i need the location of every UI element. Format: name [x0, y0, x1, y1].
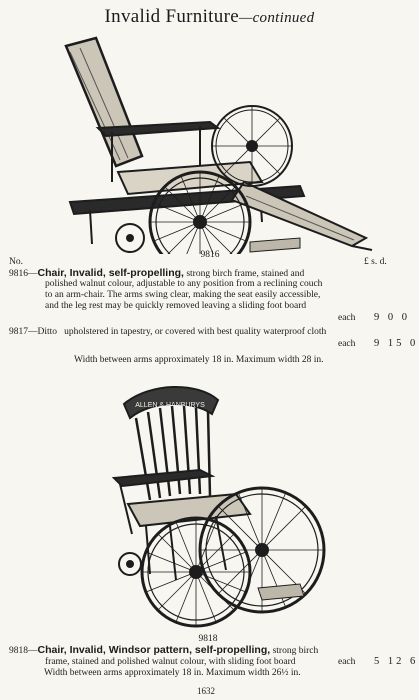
width-note-2: Width between arms approximately 18 in. Maximum width 26½ in.	[44, 668, 301, 678]
item-9816-line-1: 9816—Chair, Invalid, self-propelling, strong birch frame, stained and	[9, 267, 305, 279]
item-9816-desc-3: to an arm-chair. The arms swing clear, making the seat easily accessible,	[45, 290, 321, 300]
figure-2-caption: 9818	[198, 634, 218, 644]
item-9818-desc-1: strong birch	[272, 646, 319, 656]
title-suffix: —continued	[238, 10, 315, 26]
item-9816-number: 9816	[9, 269, 28, 279]
figure-1-caption: 9816	[200, 250, 220, 260]
item-9818-number: 9818	[9, 646, 28, 656]
item-9816-desc-2: polished walnut colour, adjustable to any position from a reclining couch	[45, 279, 323, 289]
item-9816-desc-1: strong birch frame, stained and	[186, 269, 305, 279]
item-9817-desc: upholstered in tapestry, or covered with best quality waterproof cloth	[64, 327, 327, 337]
item-9818-price: 5 12 6	[374, 656, 419, 667]
item-9817-unit: each	[338, 339, 356, 349]
item-9818-desc-2: frame, stained and polished walnut colour, with sliding foot board	[45, 657, 296, 667]
item-9816-desc-4: and the leg rest may be quickly removed leaving a sliding foot board	[45, 301, 307, 311]
item-9817-price: 9 15 0	[374, 338, 419, 349]
width-note-1: Width between arms approximately 18 in. Maximum width 28 in.	[74, 355, 324, 365]
item-9816-name: Chair, Invalid, self-propelling,	[37, 267, 184, 279]
item-9817-ditto: Ditto	[37, 327, 58, 337]
windsor-chair-illustration	[0, 374, 419, 632]
page-number: 1632	[197, 686, 215, 696]
item-9817-line: 9817—Ditto upholstered in tapestry, or covered with best quality waterproof cloth	[9, 327, 327, 337]
item-9816-unit: each	[338, 313, 356, 323]
item-9818-line-1: 9818—Chair, Invalid, Windsor pattern, self-propelling, strong birch	[9, 644, 319, 656]
item-9817-number: 9817	[9, 327, 28, 337]
item-9816-price: 9 0 0	[374, 312, 410, 323]
column-header-no: No.	[9, 257, 23, 267]
column-header-lsd: £ s. d.	[364, 257, 387, 267]
page-title	[0, 6, 419, 28]
item-9818-unit: each	[338, 657, 356, 667]
title-text: Invalid Furniture	[104, 6, 239, 27]
chair-maker-label: ALLEN & HANBURYS	[135, 402, 205, 409]
item-9818-name: Chair, Invalid, Windsor pattern, self-propelling,	[37, 644, 271, 656]
reclining-chair-illustration	[0, 32, 419, 254]
